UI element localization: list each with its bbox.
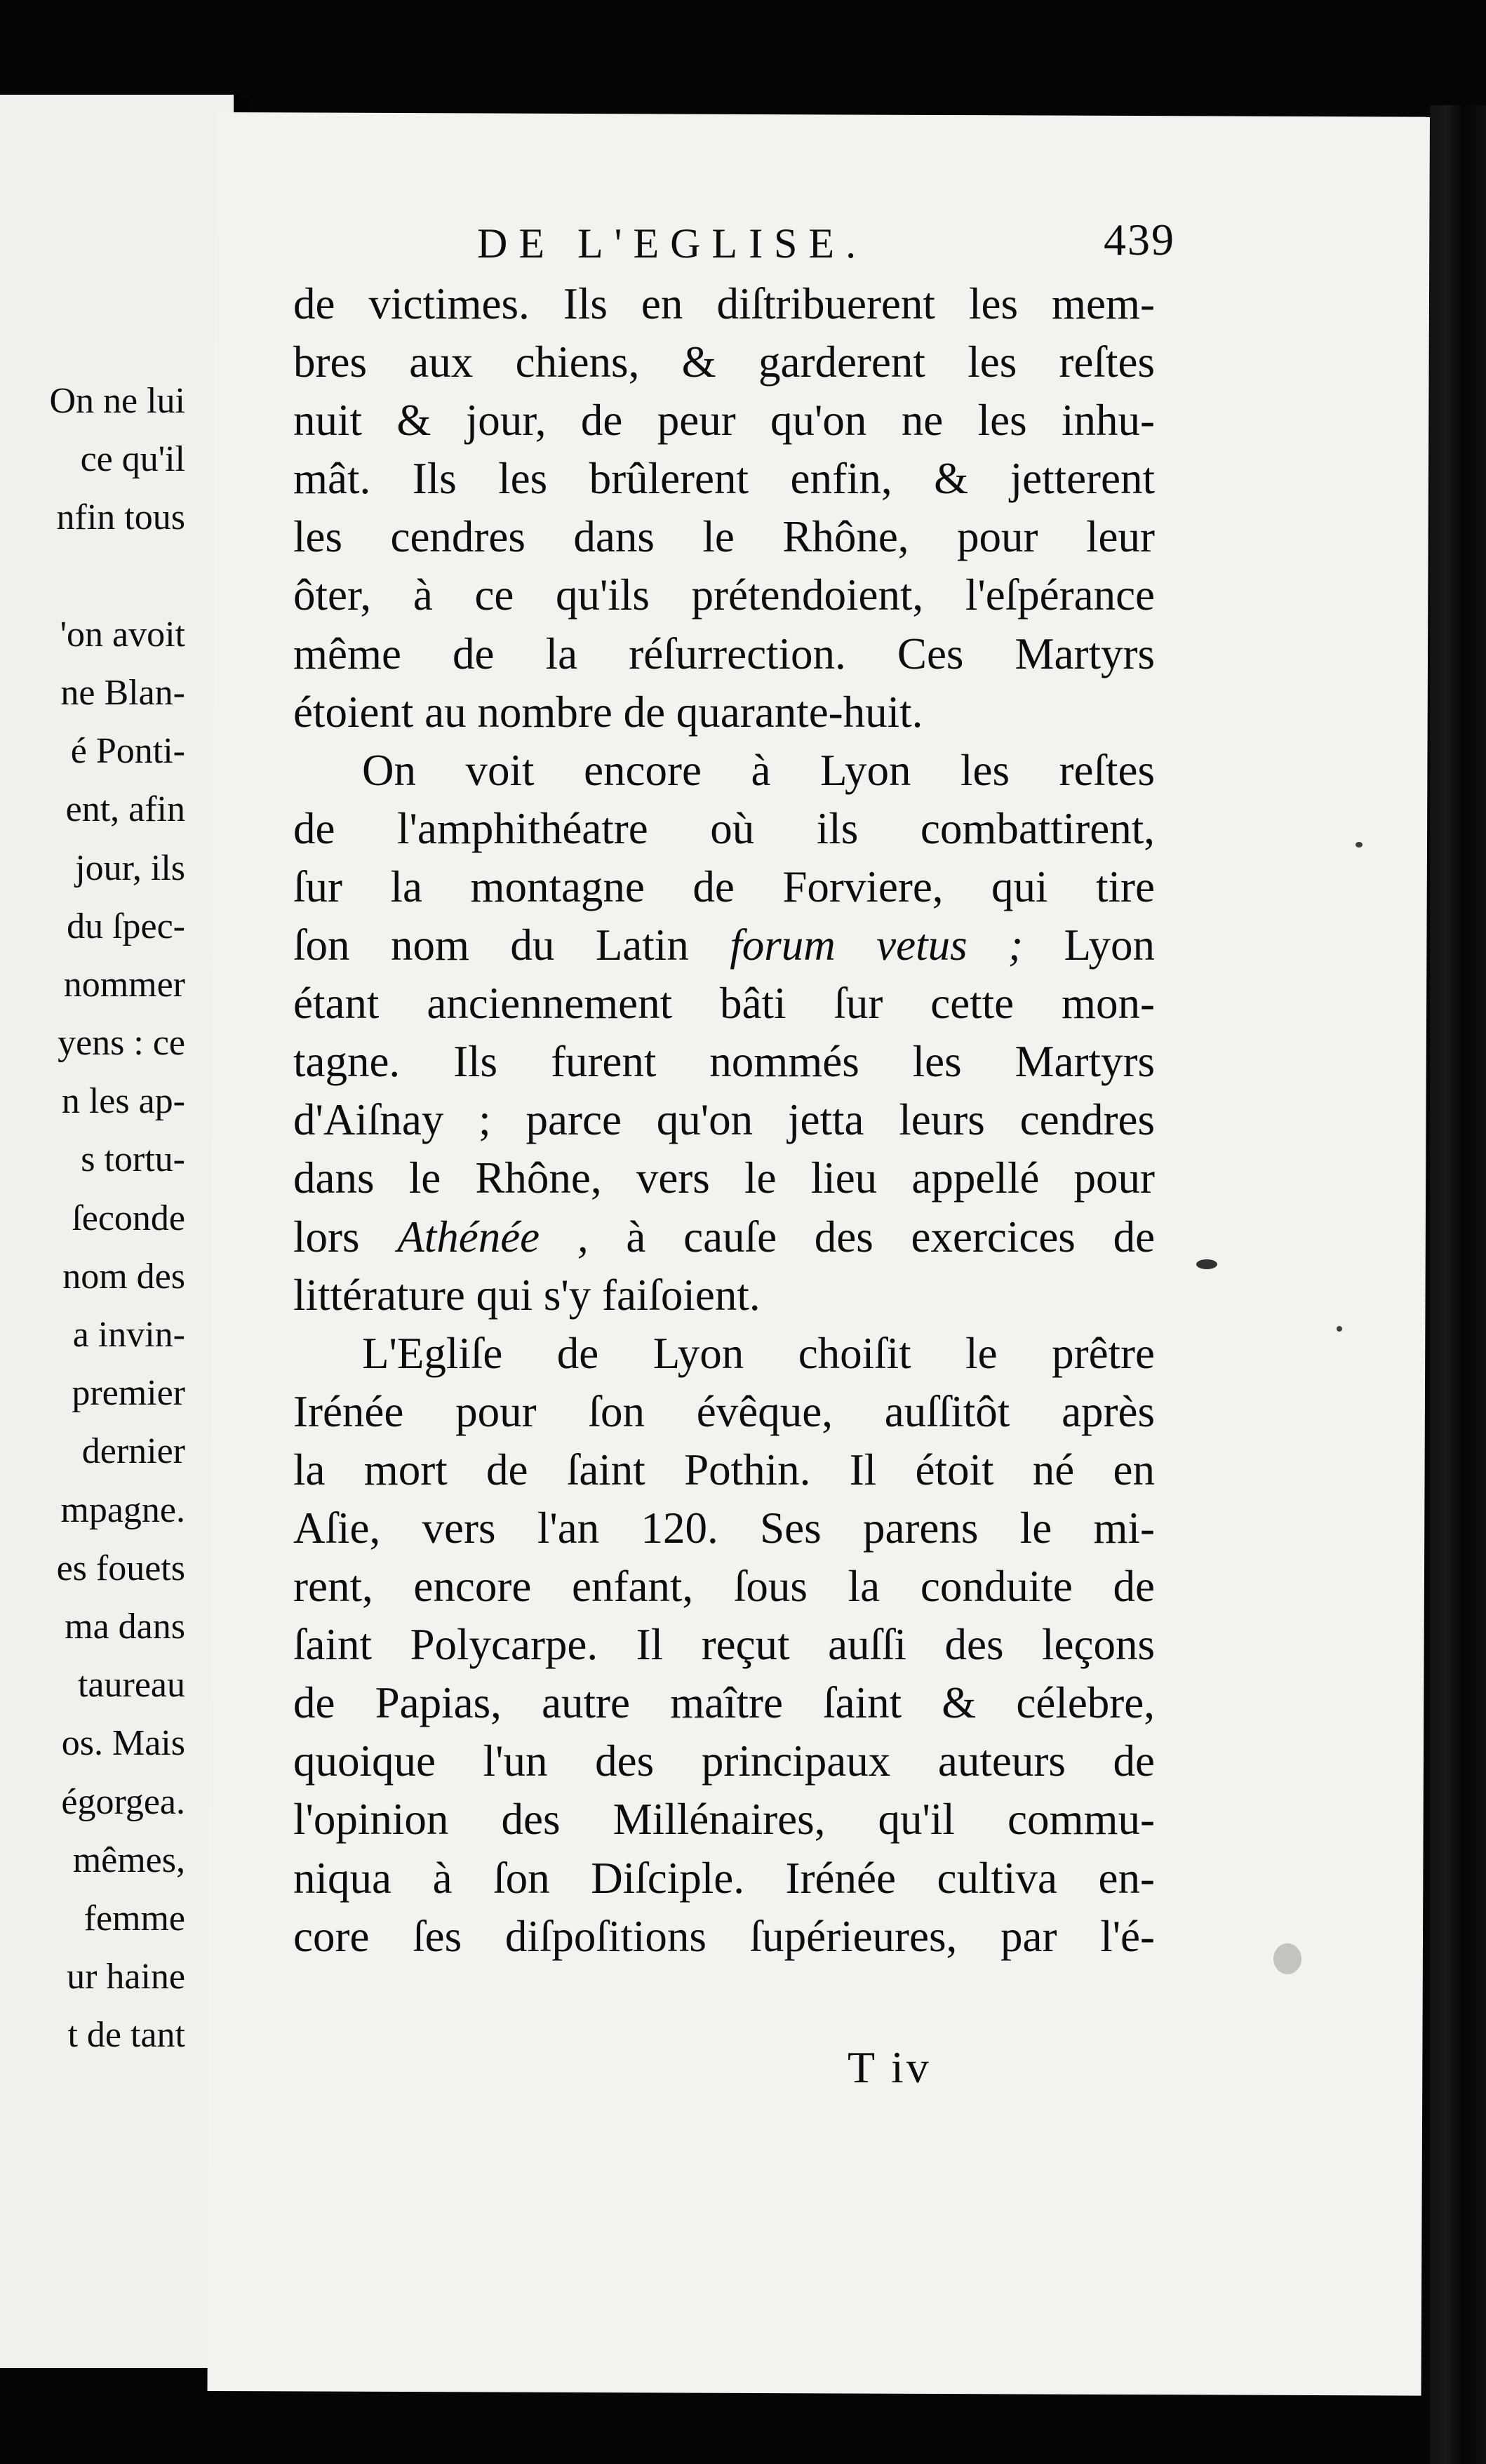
text-line: core ſes diſpoſitions ſupérieures, par l'é- xyxy=(293,1911,1155,1961)
text-line: nuit & jour, de peur qu'on ne les inhu- xyxy=(293,396,1155,446)
text-line: mât. Ils les brûlerent enfin, & jetterent xyxy=(293,454,1155,504)
ink-speck xyxy=(1356,842,1363,848)
text-line: ôter, à ce qu'ils prétendoient, l'eſpérance xyxy=(293,570,1155,620)
left-page-line: ur haine xyxy=(67,1957,185,1997)
left-page-line: nommer xyxy=(63,964,185,1005)
text-line: de victimes. Ils en diſtribuerent les mem- xyxy=(293,279,1155,328)
left-page-line: dernier xyxy=(81,1431,185,1472)
text-line: ſur la montagne de Forviere, qui tire xyxy=(293,862,1155,911)
page-number: 439 xyxy=(1104,215,1175,265)
text-line xyxy=(293,916,1155,975)
text-line: même de la réſurrection. Ces Martyrs xyxy=(293,629,1155,678)
left-page-line: femme xyxy=(83,1898,185,1939)
left-page-line: a invin- xyxy=(72,1315,185,1355)
paper-stain xyxy=(1273,1943,1301,1974)
left-page-line: premier xyxy=(72,1373,185,1414)
text-fragment: lors xyxy=(293,1212,360,1261)
text-line xyxy=(293,1208,1155,1266)
text-line: littérature qui s'y faiſoient. xyxy=(293,1270,761,1320)
left-page-line: mêmes, xyxy=(72,1840,185,1880)
text-line: d'Aiſnay ; parce qu'on jetta leurs cendres xyxy=(293,1095,1155,1145)
text-line: L'Egliſe de Lyon choiſit le prêtre xyxy=(362,1328,1155,1378)
signature-mark: T iv xyxy=(848,2042,932,2092)
text-line: quoique l'un des principaux auteurs de xyxy=(293,1736,1155,1786)
text-line: dans le Rhône, vers le lieu appellé pour xyxy=(293,1153,1155,1203)
left-page-text xyxy=(0,372,185,2064)
text-line: étoient au nombre de quarante-huit. xyxy=(293,687,923,737)
left-page-line: es fouets xyxy=(56,1548,185,1588)
left-page-line: du ſpec- xyxy=(67,906,185,946)
text-line: étant anciennement bâti ſur cette mon- xyxy=(293,979,1155,1029)
ink-speck xyxy=(1337,1326,1342,1332)
ink-dash xyxy=(1196,1259,1217,1269)
left-page-line: ne Blan- xyxy=(60,672,185,713)
text-line: Aſie, vers l'an 120. Ses parens le mi- xyxy=(293,1503,1155,1553)
text-line: bres aux chiens, & garderent les reſtes xyxy=(293,337,1155,387)
left-page-line: nfin tous xyxy=(56,497,185,538)
text-line: l'opinion des Millénaires, qu'il commu- xyxy=(293,1795,1155,1844)
left-page-line: n les ap- xyxy=(61,1081,185,1122)
italic-term: Athénée , xyxy=(397,1212,589,1261)
text-fragment: ſon nom du Latin xyxy=(293,920,689,970)
left-page-line: 'on avoit xyxy=(60,614,185,655)
text-line: tagne. Ils furent nommés les Martyrs xyxy=(293,1037,1155,1087)
text-line: de Papias, autre maître ſaint & célebre, xyxy=(293,1678,1155,1728)
left-page-line: taureau xyxy=(77,1665,185,1706)
left-page-line: yens : ce xyxy=(58,1023,185,1064)
page-header xyxy=(323,214,1175,281)
text-fragment: Lyon xyxy=(1064,920,1155,970)
text-line: rent, encore enfant, ſous la conduite de xyxy=(293,1562,1155,1612)
left-page-line: jour, ils xyxy=(75,848,185,888)
text-line: niqua à ſon Diſciple. Irénée cultiva en- xyxy=(293,1853,1155,1903)
left-page-line: os. Mais xyxy=(61,1723,185,1764)
text-line: la mort de ſaint Pothin. Il étoit né en xyxy=(293,1445,1155,1494)
body-text xyxy=(293,275,1155,1966)
text-line: de l'amphithéatre où ils combattirent, xyxy=(293,803,1155,853)
text-line: ſaint Polycarpe. Il reçut auſſi des leçons xyxy=(293,1620,1155,1670)
text-line: les cendres dans le Rhône, pour leur xyxy=(293,512,1155,562)
left-page-line: mpagne. xyxy=(60,1489,185,1530)
left-page-line: s tortu- xyxy=(81,1139,185,1180)
left-page-line: ma dans xyxy=(65,1606,185,1647)
left-page-line: On ne lui xyxy=(49,381,185,421)
text-line: On voit encore à Lyon les reſtes xyxy=(362,745,1155,795)
left-page xyxy=(0,95,239,2368)
left-page-line: ent, afin xyxy=(65,789,185,830)
left-page-line: ſeconde xyxy=(72,1198,185,1238)
text-line: Irénée pour ſon évêque, auſſitôt après xyxy=(293,1386,1155,1436)
book-edge xyxy=(1430,105,1486,2464)
left-page-line: nom des xyxy=(62,1256,185,1297)
left-page-line: é Ponti- xyxy=(70,731,185,772)
left-page-line xyxy=(0,547,185,605)
italic-term: forum vetus ; xyxy=(730,920,1024,970)
left-page-line: ce qu'il xyxy=(80,439,185,480)
left-page-line: égorgea. xyxy=(61,1781,185,1822)
left-page-line: t de tant xyxy=(67,2015,185,2056)
running-head: DE L'EGLISE. xyxy=(477,220,868,267)
text-fragment: à cauſe des exercices de xyxy=(626,1212,1156,1261)
